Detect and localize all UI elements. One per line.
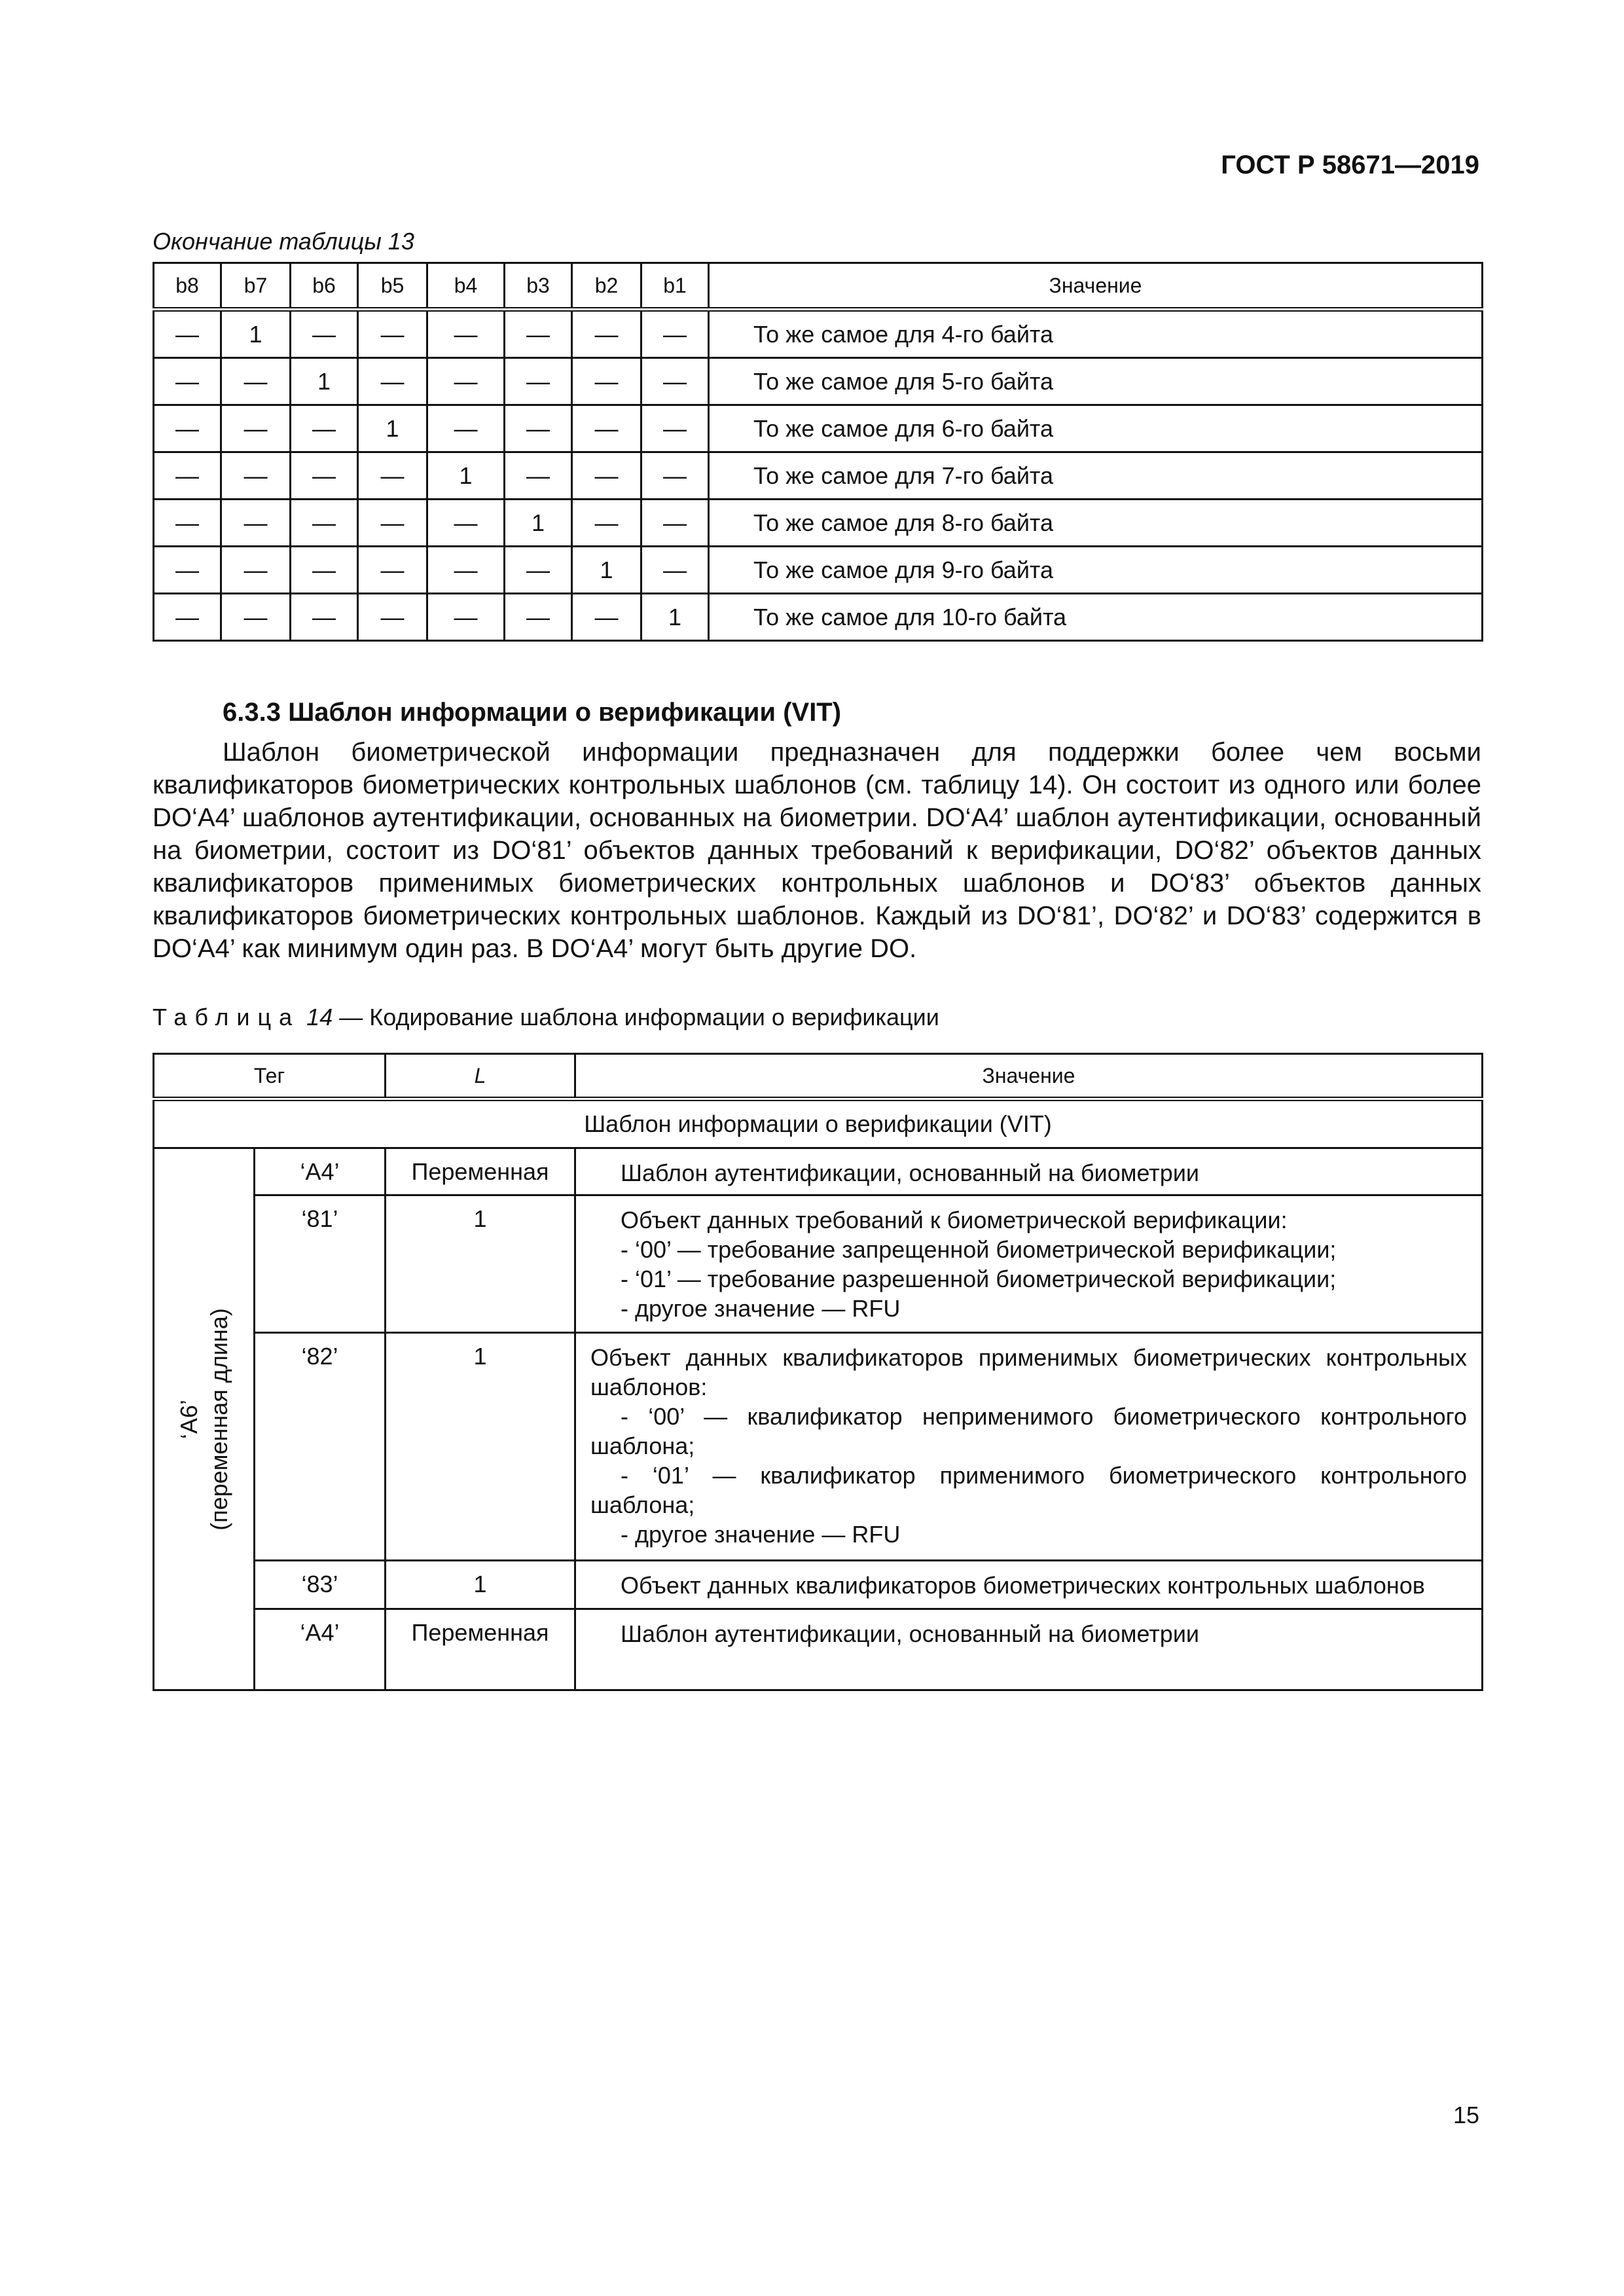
value-line: - другое значение — RFU — [621, 1295, 901, 1322]
table-caption-number: 14 — [306, 1004, 333, 1030]
tag-cell: ‘81’ — [255, 1195, 386, 1333]
table-cell: — — [572, 500, 641, 547]
table-cell: — — [505, 358, 572, 405]
section-heading: 6.3.3 Шаблон информации о верификации (VIT) — [223, 698, 842, 727]
value-cell — [575, 1333, 1483, 1561]
outer-tag-label — [174, 1308, 234, 1531]
outer-tag-cell — [154, 1148, 255, 1690]
table-cell: — — [427, 547, 505, 594]
table-cell: — — [572, 594, 641, 641]
table-row — [154, 405, 1483, 452]
table-cell: — — [221, 547, 291, 594]
table-row — [154, 1148, 1483, 1195]
table-group-row — [154, 1099, 1483, 1148]
table-cell: — — [358, 310, 427, 358]
table-row — [154, 452, 1483, 500]
table-cell: — — [641, 405, 709, 452]
value-cell — [575, 1195, 1483, 1333]
table-cell: — — [291, 594, 358, 641]
column-header-length — [386, 1054, 575, 1099]
value-line: Объект данных квалификаторов применимых биометрических контрольных шаблонов: — [590, 1344, 1467, 1400]
outer-tag-length: (переменная длина) — [205, 1307, 232, 1531]
table-cell: — — [358, 358, 427, 405]
table-header-row — [154, 1054, 1483, 1099]
table-row — [154, 1333, 1483, 1561]
table-cell: — — [572, 310, 641, 358]
table-row — [154, 500, 1483, 547]
table-cell: 1 — [221, 310, 291, 358]
value-cell — [575, 1148, 1483, 1195]
value-line: - другое значение — RFU — [621, 1521, 901, 1548]
table-cell-value: То же самое для 9-го байта — [709, 547, 1483, 594]
table-13 — [153, 262, 1483, 642]
table-cell: — — [221, 405, 291, 452]
table-cell: — — [427, 310, 505, 358]
table-cell: — — [505, 547, 572, 594]
table-continuation-label: Окончание таблицы 13 — [153, 228, 414, 255]
table-cell: — — [572, 358, 641, 405]
value-cell — [575, 1561, 1483, 1609]
table-cell: — — [154, 594, 221, 641]
table-cell-value: То же самое для 6-го байта — [709, 405, 1483, 452]
table-cell: — — [505, 594, 572, 641]
table-caption-text: — Кодирование шаблона информации о верификации — [339, 1004, 939, 1030]
table-row — [154, 547, 1483, 594]
table-cell: — — [505, 310, 572, 358]
column-header: Значение — [709, 263, 1483, 310]
section-paragraph: Шаблон биометрической информации предназначен для поддержки более чем восьми квалификаторов биометрических контрольных шаблонов (см. таблицу 14). Он состоит из одного или более DO‘A4’ шаблонов аутентификации, основанных на биометрии. DO‘A4’ шаблон аутентификации, основанный на биометрии, состоит из DO‘81’ объектов данных требований к верификации, DO‘82’ объектов данных квалификаторов применимых биометрических контрольных шаблонов и DO‘83’ объектов данных квалификаторов биометрических контрольных шаблонов. Каждый из DO‘81’, DO‘82’ и DO‘83’ содержится в DO‘A4’ как минимум один раз. В DO‘A4’ могут быть другие DO. — [153, 738, 1481, 963]
table-caption-word: Таблица — [153, 1004, 300, 1030]
value-line: Шаблон аутентификации, основанный на биометрии — [621, 1159, 1200, 1186]
length-cell: 1 — [386, 1561, 575, 1609]
value-line: - ‘01’ — требование разрешенной биометрической верификации; — [621, 1266, 1337, 1292]
table-cell: — — [641, 547, 709, 594]
table-cell: — — [221, 594, 291, 641]
table-cell: — — [154, 500, 221, 547]
table-cell: 1 — [291, 358, 358, 405]
table-cell: — — [641, 358, 709, 405]
tag-cell: ‘83’ — [255, 1561, 386, 1609]
table-cell: — — [154, 547, 221, 594]
tag-cell: ‘82’ — [255, 1333, 386, 1561]
table-cell: — — [358, 547, 427, 594]
column-header: b2 — [572, 263, 641, 310]
outer-tag-code: ‘A6’ — [175, 1399, 202, 1439]
length-cell: Переменная — [386, 1148, 575, 1195]
table-row — [154, 1609, 1483, 1690]
value-line: Объект данных квалификаторов биометрических контрольных шаблонов — [621, 1572, 1425, 1599]
table-cell: — — [358, 452, 427, 500]
value-line: - ‘01’ — квалификатор применимого биометрического контрольного шаблона; — [590, 1462, 1467, 1518]
column-header: b3 — [505, 263, 572, 310]
table-cell: 1 — [427, 452, 505, 500]
table-header-row — [154, 263, 1483, 310]
table-cell: — — [154, 452, 221, 500]
length-cell: Переменная — [386, 1609, 575, 1690]
table-cell-value: То же самое для 10-го байта — [709, 594, 1483, 641]
column-header-tag: Тег — [154, 1054, 386, 1099]
table-row — [154, 310, 1483, 358]
table-cell-value: То же самое для 7-го байта — [709, 452, 1483, 500]
column-header: b6 — [291, 263, 358, 310]
table-cell: — — [154, 310, 221, 358]
table-caption — [153, 1004, 939, 1031]
group-row-title: Шаблон информации о верификации (VIT) — [154, 1099, 1483, 1148]
value-line: - ‘00’ — квалификатор неприменимого биометрического контрольного шаблона; — [590, 1403, 1467, 1459]
length-cell: 1 — [386, 1333, 575, 1561]
table-cell: — — [154, 358, 221, 405]
column-header: b7 — [221, 263, 291, 310]
table-cell: — — [291, 310, 358, 358]
column-header-value: Значение — [575, 1054, 1483, 1099]
table-row — [154, 1561, 1483, 1609]
table-cell: 1 — [358, 405, 427, 452]
table-cell: 1 — [505, 500, 572, 547]
table-cell: 1 — [572, 547, 641, 594]
table-cell: — — [291, 547, 358, 594]
table-cell-value: То же самое для 8-го байта — [709, 500, 1483, 547]
value-cell — [575, 1609, 1483, 1690]
column-header: b4 — [427, 263, 505, 310]
table-cell: — — [641, 310, 709, 358]
table-cell: — — [572, 405, 641, 452]
table-14 — [153, 1053, 1483, 1691]
table-cell: — — [505, 405, 572, 452]
table-cell: — — [221, 358, 291, 405]
table-cell: — — [154, 405, 221, 452]
table-cell: — — [427, 594, 505, 641]
document-header: ГОСТ Р 58671—2019 — [1221, 151, 1479, 179]
table-cell: — — [572, 452, 641, 500]
table-cell: 1 — [641, 594, 709, 641]
table-cell: — — [358, 500, 427, 547]
table-row — [154, 1195, 1483, 1333]
table-cell-value: То же самое для 5-го байта — [709, 358, 1483, 405]
table-cell: — — [427, 405, 505, 452]
column-header: b5 — [358, 263, 427, 310]
table-cell: — — [291, 405, 358, 452]
table-row — [154, 594, 1483, 641]
value-line: - ‘00’ — требование запрещенной биометрической верификации; — [621, 1236, 1337, 1263]
tag-cell: ‘A4’ — [255, 1609, 386, 1690]
table-cell-value: То же самое для 4-го байта — [709, 310, 1483, 358]
table-cell: — — [641, 500, 709, 547]
table-cell: — — [221, 500, 291, 547]
page-number: 15 — [1453, 2102, 1479, 2128]
tag-cell: ‘A4’ — [255, 1148, 386, 1195]
table-cell: — — [291, 452, 358, 500]
column-header-length-label: L — [474, 1063, 486, 1087]
table-cell: — — [221, 452, 291, 500]
length-cell: 1 — [386, 1195, 575, 1333]
table-row — [154, 358, 1483, 405]
value-line: Шаблон аутентификации, основанный на биометрии — [621, 1620, 1200, 1647]
table-cell: — — [427, 500, 505, 547]
table-cell: — — [641, 452, 709, 500]
table-cell: — — [358, 594, 427, 641]
column-header: b8 — [154, 263, 221, 310]
table-cell: — — [291, 500, 358, 547]
table-cell: — — [505, 452, 572, 500]
value-line: Объект данных требований к биометрической верификации: — [621, 1207, 1288, 1233]
table-cell: — — [427, 358, 505, 405]
column-header: b1 — [641, 263, 709, 310]
